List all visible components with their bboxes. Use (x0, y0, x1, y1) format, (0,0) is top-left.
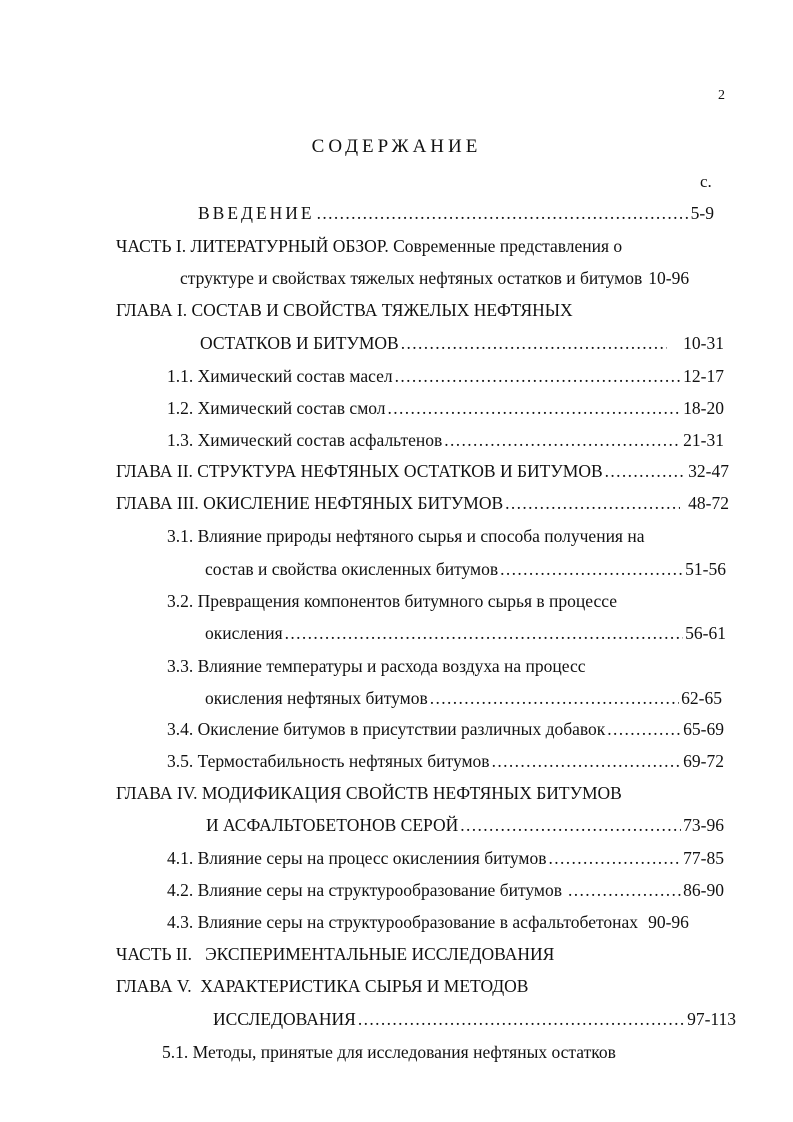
dot-leader (444, 428, 681, 452)
dot-leader (317, 201, 689, 225)
toc-entry (167, 878, 724, 902)
toc-entry-text: 1.3. Химический состав асфальтенов (167, 430, 443, 450)
dot-leader (285, 621, 684, 645)
toc-entry (167, 654, 586, 678)
toc-entry (180, 266, 727, 290)
toc-entry-text: структуре и свойствах тяжелых нефтяных остатков и битумов (180, 268, 643, 288)
toc-entry (167, 749, 724, 773)
toc-entry-text: ВВЕДЕНИЕ (198, 203, 315, 223)
toc-entry-pages: 10-31 (683, 333, 724, 353)
toc-entry-pages: 48-72 (688, 493, 729, 513)
toc-entry-text: 3.1. Влияние природы нефтяного сырья и способа получения на (167, 526, 645, 546)
toc-entry-pages: 69-72 (683, 751, 724, 771)
toc-entry (205, 621, 726, 645)
toc-entry (167, 717, 724, 741)
toc-entry (162, 1040, 616, 1064)
toc-entry (167, 910, 728, 934)
toc-entry-pages: 62-65 (681, 688, 722, 708)
toc-entry (205, 686, 722, 710)
toc-entry-text: ЧАСТЬ I. ЛИТЕРАТУРНЫЙ ОБЗОР. Современные представления о (116, 236, 623, 256)
dot-leader (388, 396, 682, 420)
toc-entry-text: 1.1. Химический состав масел (167, 366, 393, 386)
dot-leader (568, 878, 681, 902)
toc-chapter-heading (116, 459, 729, 483)
dot-leader (430, 686, 679, 710)
toc-entry-text: 4.3. Влияние серы на структурообразование в асфальтобетонах (167, 912, 639, 932)
toc-entry-pages: 97-113 (687, 1009, 736, 1029)
toc-entry-text: 3.2. Превращения компонентов битумного сырья в процессе (167, 591, 618, 611)
toc-entry-text: ГЛАВА III. ОКИСЛЕНИЕ НЕФТЯНЫХ БИТУМОВ (116, 493, 504, 513)
dot-leader (549, 846, 682, 870)
toc-entry-text: 1.2. Химический состав смол (167, 398, 386, 418)
toc-entry-text: ЧАСТЬ II. ЭКСПЕРИМЕНТАЛЬНЫЕ ИССЛЕДОВАНИЯ (116, 944, 555, 964)
toc-entry-pages: 65-69 (683, 719, 724, 739)
toc-entry-text: 4.2. Влияние серы на структурообразование битумов (167, 880, 562, 900)
toc-chapter-heading (116, 298, 573, 322)
toc-entry (200, 331, 724, 355)
toc-entry-pages: 86-90 (683, 880, 724, 900)
dot-leader (460, 813, 681, 837)
toc-entry (213, 1007, 736, 1031)
toc-entry (167, 589, 617, 613)
toc-entry-text: ГЛАВА II. СТРУКТУРА НЕФТЯНЫХ ОСТАТКОВ И БИТУМОВ (116, 461, 603, 481)
toc-chapter-heading (116, 974, 528, 998)
dot-leader (605, 459, 687, 483)
toc-entry-text: ГЛАВА IV. МОДИФИКАЦИЯ СВОЙСТВ НЕФТЯНЫХ БИТУМОВ (116, 783, 622, 803)
toc-entry-pages: 56-61 (685, 623, 726, 643)
toc-entry-pages: 73-96 (683, 815, 724, 835)
toc-entry-pages: 18-20 (683, 398, 724, 418)
toc-entry-text: И АСФАЛЬТОБЕТОНОВ СЕРОЙ (206, 815, 459, 835)
toc-entry-pages: 90-96 (648, 912, 689, 932)
page-number: 2 (718, 88, 725, 103)
toc-entry (167, 524, 645, 548)
toc-entry-text: ОСТАТКОВ И БИТУМОВ (200, 333, 399, 353)
toc-entry-text: окисления нефтяных битумов (205, 688, 428, 708)
dot-leader (395, 364, 682, 388)
pages-column-label: с. (700, 172, 712, 191)
toc-entry (167, 428, 724, 452)
toc-entry (167, 396, 724, 420)
toc-part-heading (116, 942, 554, 966)
dot-leader (358, 1007, 685, 1031)
toc-entry-text: ГЛАВА V. ХАРАКТЕРИСТИКА СЫРЬЯ И МЕТОДОВ (116, 976, 529, 996)
toc-entry-text: 4.1. Влияние серы на процесс окислениия битумов (167, 848, 547, 868)
toc-entry-text: 3.5. Термостабильность нефтяных битумов (167, 751, 490, 771)
toc-chapter-heading (116, 781, 622, 805)
toc-entry-pages: 12-17 (683, 366, 724, 386)
toc-entry-text: состав и свойства окисленных битумов (205, 559, 499, 579)
toc-chapter-heading (116, 491, 729, 515)
toc-entry (206, 813, 724, 837)
toc-entry-text: 3.4. Окисление битумов в присутствии различных добавок (167, 719, 606, 739)
toc-entry-text: ИССЛЕДОВАНИЯ (213, 1009, 356, 1029)
dot-leader (492, 749, 682, 773)
toc-entry (205, 557, 726, 581)
toc-entry-text: окисления (205, 623, 283, 643)
toc-entry (167, 364, 724, 388)
dot-leader (505, 491, 680, 515)
toc-entry-pages: 51-56 (685, 559, 726, 579)
toc-entry-pages: 5-9 (690, 203, 714, 223)
toc-entry-text: 3.3. Влияние температуры и расхода воздуха на процесс (167, 656, 586, 676)
dot-leader (401, 331, 667, 355)
dot-leader (607, 717, 681, 741)
toc-entry-pages: 77-85 (683, 848, 724, 868)
page-title: СОДЕРЖАНИЕ (311, 136, 482, 157)
toc-part-heading (116, 234, 622, 258)
toc-entry-pages: 21-31 (683, 430, 724, 450)
toc-entry-text: 5.1. Методы, принятые для исследования нефтяных остатков (162, 1042, 616, 1062)
toc-entry-pages: 32-47 (688, 461, 729, 481)
toc-entry-introduction (198, 201, 714, 225)
dot-leader (500, 557, 683, 581)
toc-entry (167, 846, 724, 870)
toc-entry-text: ГЛАВА I. СОСТАВ И СВОЙСТВА ТЯЖЕЛЫХ НЕФТЯНЫХ (116, 300, 573, 320)
toc-entry-pages: 10-96 (648, 268, 690, 288)
